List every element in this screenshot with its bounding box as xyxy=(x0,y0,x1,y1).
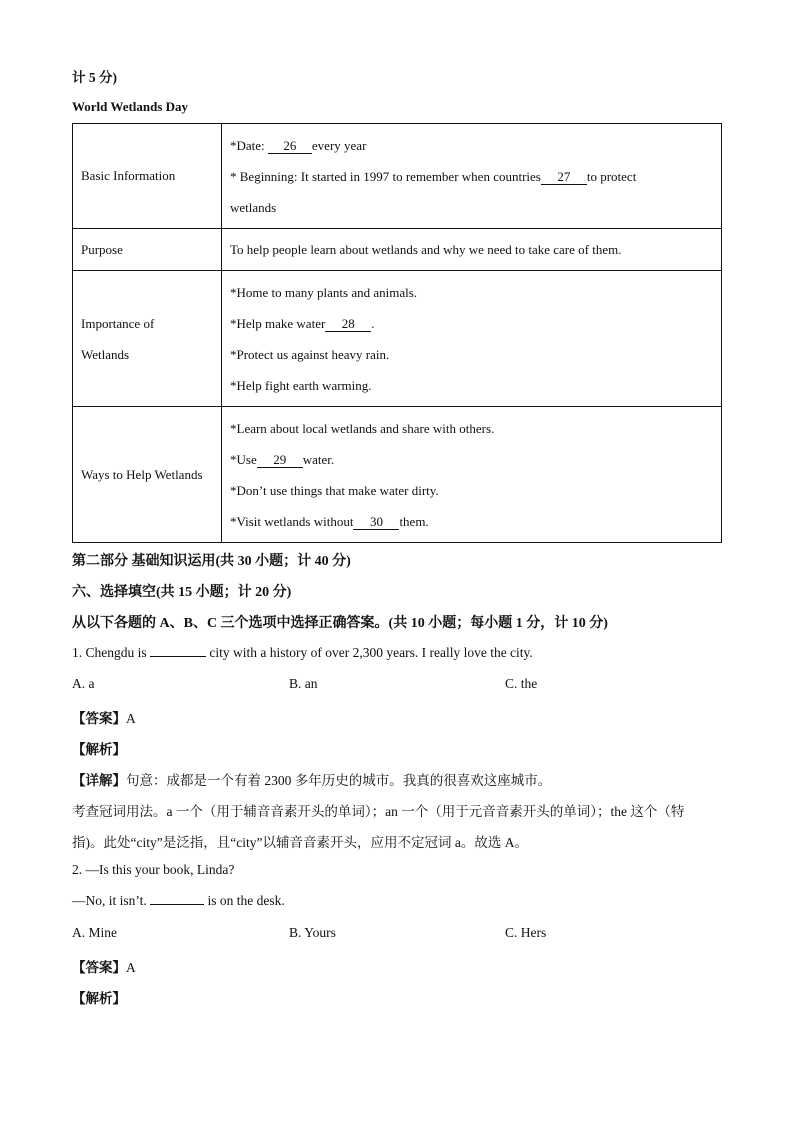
purpose-label: Purpose xyxy=(73,229,222,271)
ways-content: *Learn about local wetlands and share with others. *Use 29 water. *Don’t use things that make water dirty. *Visit wetlands without 30 them. xyxy=(222,407,722,543)
ways-label: Ways to Help Wetlands xyxy=(73,407,222,543)
q1-explain-2: 指)。此处“city”是泛指，且“city”以辅音音素开头，应用不定冠词 a。故选 A。 xyxy=(72,835,528,850)
blank-27: 27 xyxy=(541,170,587,185)
beginning-cont: wetlands xyxy=(230,199,277,215)
q1-explain-1: 考查冠词用法。a 一个（用于辅音音素开头的单词）；an 一个（用于元音音素开头的单词）；the 这个（特 xyxy=(72,804,685,819)
blank-30: 30 xyxy=(353,515,399,530)
date-line: *Date: 26 every year xyxy=(230,137,367,153)
part2-heading: 第二部分 基础知识运用(共 30 小题；计 40 分) xyxy=(72,554,351,569)
q2-option-c: C. Hers xyxy=(505,925,547,940)
q1-stem: 1. Chengdu is city with a history of over 2,300 years. I really love the city. xyxy=(72,645,533,660)
instruction: 从以下各题的 A、B、C 三个选项中选择正确答案。(共 10 小题；每小题 1 分，计 10 分) xyxy=(72,616,608,631)
q2-option-b: B. Yours xyxy=(289,925,336,940)
wetlands-table xyxy=(72,123,722,543)
purpose-text: To help people learn about wetlands and why we need to take care of them. xyxy=(222,229,722,271)
beginning-line: * Beginning: It started in 1997 to remember when countries 27 to protect xyxy=(230,168,637,184)
q1-blank xyxy=(150,656,206,657)
q1-analysis-label: 【解析】 xyxy=(72,742,126,757)
q2-option-a: A. Mine xyxy=(72,925,117,940)
table-title: World Wetlands Day xyxy=(72,99,189,114)
q2-blank xyxy=(150,904,204,905)
table-row-purpose xyxy=(73,229,722,271)
table-row-importance xyxy=(73,271,722,407)
q1-option-a: A. a xyxy=(72,676,95,691)
section6-heading: 六、选择填空(共 15 小题；计 20 分) xyxy=(72,585,292,600)
blank-26: 26 xyxy=(268,139,312,154)
table-row-basic xyxy=(73,124,722,229)
top-fragment: 计 5 分) xyxy=(72,70,117,85)
q2-line-1: 2. —Is this your book, Linda? xyxy=(72,862,235,877)
q1-option-b: B. an xyxy=(289,676,318,691)
importance-content: *Home to many plants and animals. *Help make water 28 . *Protect us against heavy rain. *Help fight earth warming. xyxy=(222,271,722,407)
q1-option-c: C. the xyxy=(505,676,538,691)
blank-29: 29 xyxy=(257,453,303,468)
table-row-ways xyxy=(73,407,722,543)
blank-28: 28 xyxy=(325,317,371,332)
q1-detail: 【详解】句意：成都是一个有着 2300 多年历史的城市。我真的很喜欢这座城市。 xyxy=(72,773,552,788)
importance-label: Importance of Wetlands xyxy=(73,271,222,407)
q2-answer: 【答案】A xyxy=(72,960,136,975)
q1-answer: 【答案】A xyxy=(72,711,136,726)
q2-analysis-label: 【解析】 xyxy=(72,991,126,1006)
q2-line-2: —No, it isn’t. is on the desk. xyxy=(72,893,285,908)
basic-label: Basic Information xyxy=(73,124,222,229)
basic-content xyxy=(222,124,722,229)
